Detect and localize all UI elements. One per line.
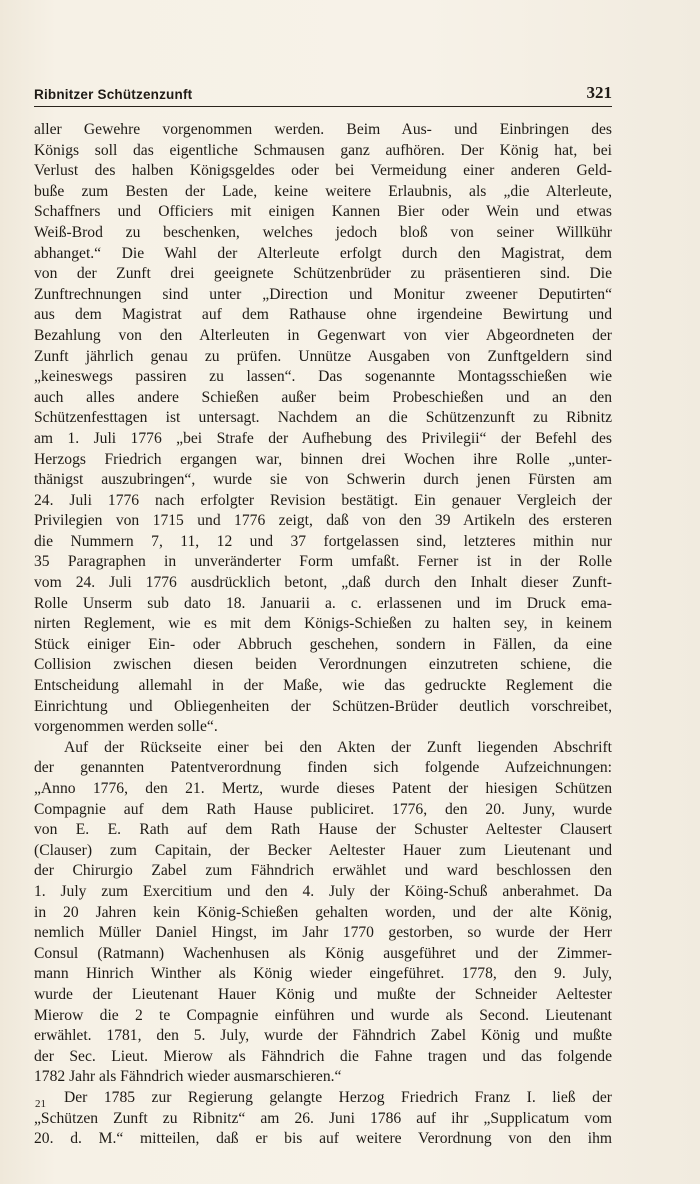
text-line: die Nummern 7, 11, 12 und 37 fortgelassen sind, letzteres mithin nur bbox=[34, 532, 612, 550]
text-line: der Chirurgio Zabel zum Fähndrich erwählet und ward beschlossen den bbox=[34, 862, 612, 880]
text-line: der Sec. Lieut. Mierow als Fähndrich die Fahne tragen und das folgende bbox=[34, 1047, 612, 1065]
text-line: 35 Paragraphen in unveränderter Form umfaßt. Ferner ist in der Rolle bbox=[34, 553, 612, 571]
paragraph bbox=[34, 1088, 612, 1150]
text-line: Herzogs Friedrich ergangen war, binnen drei Wochen ihre Rolle „unter- bbox=[34, 450, 612, 468]
body-text bbox=[34, 120, 612, 1150]
text-line: aller Gewehre vorgenommen werden. Beim Aus- und Einbringen des bbox=[34, 121, 612, 138]
paragraph bbox=[34, 738, 612, 1088]
text-line: Weiß-Brod zu beschenken, welches jedoch bloß von seiner Willkühr bbox=[34, 223, 612, 241]
text-line: nirten Reglement, wie es mit dem Königs-Schießen zu halten sey, in keinem bbox=[34, 615, 612, 633]
text-line: thänigst auszubringen“, wurde sie von Schwerin durch jenen Fürsten am bbox=[34, 471, 612, 489]
text-line: von E. E. Rath auf dem Rath Hause der Schuster Aeltester Clausert bbox=[34, 821, 612, 839]
text-line: Auf der Rückseite einer bei den Akten der Zunft liegenden Abschrift bbox=[64, 738, 612, 756]
text-line: in 20 Jahren kein König-Schießen gehalten worden, und der alte König, bbox=[34, 903, 612, 921]
page-number: 321 bbox=[586, 83, 612, 102]
text-line: abhanget.“ Die Wahl der Alterleute erfolgt durch den Magistrat, dem bbox=[34, 244, 612, 262]
text-line: (Clauser) zum Capitain, der Becker Aeltester Hauer zum Lieutenant und bbox=[34, 841, 612, 859]
text-line: erwählet. 1781, den 5. July, wurde der Fähndrich Zabel König und mußte bbox=[34, 1027, 612, 1045]
text-line: Rolle Unserm sub dato 18. Januarii a. c. erlassenen und im Druck ema- bbox=[34, 594, 612, 612]
page-header bbox=[34, 80, 612, 107]
running-title: Ribnitzer Schützenzunft bbox=[34, 87, 193, 102]
text-line: mann Hinrich Winther als König wieder eingeführet. 1778, den 9. July, bbox=[34, 965, 612, 983]
signature-mark: 21 bbox=[35, 1098, 46, 1110]
text-line: Verlust des halben Königsgeldes oder bei Vermeidung einer anderen Geld- bbox=[34, 162, 612, 180]
text-line: Königs soll das eigentliche Schmausen ganz aufhören. Der König hat, bei bbox=[34, 141, 612, 159]
text-line: Privilegien von 1715 und 1776 zeigt, daß von den 39 Artikeln des ersteren bbox=[34, 512, 612, 530]
text-line: vorgenommen werden solle“. bbox=[34, 718, 218, 736]
text-line: Entscheidung allemahl in der Maße, wie das gedruckte Reglement die bbox=[34, 677, 612, 695]
text-line: Zunftrechnungen sind unter „Direction und Monitur zweener Deputirten“ bbox=[34, 285, 612, 303]
text-line: Consul (Ratmann) Wachenhusen als König ausgeführet und der Zimmer- bbox=[34, 944, 612, 962]
text-line: Stück einiger Ein- oder Abbruch geschehen, sondern in Fällen, da eine bbox=[34, 635, 612, 653]
text-line: der genannten Patentverordnung finden sich folgende Aufzeichnungen: bbox=[34, 759, 612, 777]
text-line: nemlich Müller Daniel Hingst, im Jahr 1770 gestorben, so wurde der Herr bbox=[34, 924, 612, 942]
text-line: buße zum Besten der Lade, keine weitere Erlaubnis, als „die Alterleute, bbox=[34, 182, 612, 200]
text-line: am 1. Juli 1776 „bei Strafe der Aufhebung des Privilegii“ der Befehl des bbox=[34, 429, 612, 447]
text-line: auch alles andere Schießen außer beim Probeschießen und an den bbox=[34, 388, 612, 406]
text-line: vom 24. Juli 1776 ausdrücklich betont, „daß durch den Inhalt dieser Zunft- bbox=[34, 574, 612, 592]
text-line: 1. July zum Exercitium und den 4. July der Köing-Schuß anberahmet. Da bbox=[34, 882, 612, 900]
text-line: Schützenfesttagen ist untersagt. Nachdem an die Schützenzunft zu Ribnitz bbox=[34, 409, 612, 427]
text-line: „Anno 1776, den 21. Mertz, wurde dieses Patent der hiesigen Schützen bbox=[34, 780, 612, 797]
text-line: Einrichtung und Obliegenheiten der Schützen-Brüder deutlich vorschreibet, bbox=[34, 697, 612, 715]
text-line: Mierow die 2 te Compagnie einführen und wurde als Second. Lieutenant bbox=[34, 1006, 612, 1024]
text-line: „keineswegs passiren zu lassen“. Das sogenannte Montagsschießen wie bbox=[34, 368, 612, 386]
text-line: Schaffners und Officiers mit einigen Kannen Bier oder Wein und etwas bbox=[34, 203, 612, 221]
text-line: Der 1785 zur Regierung gelangte Herzog Friedrich Franz I. ließ der bbox=[64, 1088, 612, 1106]
text-line: 1782 Jahr als Fähndrich wieder ausmarschieren.“ bbox=[34, 1068, 342, 1086]
text-line: von der Zunft drei geeignete Schützenbrüder zu präsentieren sind. Die bbox=[34, 265, 612, 283]
text-line: 24. Juli 1776 nach erfolgter Revision bestätigt. Ein genauer Vergleich der bbox=[34, 491, 612, 509]
text-line: Compagnie auf dem Rath Hause publiciret. 1776, den 20. Juny, wurde bbox=[34, 800, 612, 818]
text-line: Zunft jährlich genau zu prüfen. Unnütze Ausgaben von Zunftgeldern sind bbox=[34, 347, 612, 365]
text-line: Collision zwischen diesen beiden Verordnungen einzutreten schiene, die bbox=[34, 656, 612, 674]
paragraph bbox=[34, 120, 612, 738]
text-line: Bezahlung von den Alterleuten in Gegenwart von vier Abgeordneten der bbox=[34, 326, 612, 344]
text-line: aus dem Magistrat auf dem Rathause ohne irgendeine Bewirtung und bbox=[34, 306, 612, 324]
text-line: wurde der Lieutenant Hauer König und mußte der Schneider Aeltester bbox=[34, 985, 612, 1003]
text-line: 20. d. M.“ mitteilen, daß er bis auf weitere Verordnung von den ihm bbox=[34, 1130, 612, 1148]
text-line: „Schützen Zunft zu Ribnitz“ am 26. Juni 1786 auf ihr „Supplicatum vom bbox=[34, 1109, 612, 1127]
